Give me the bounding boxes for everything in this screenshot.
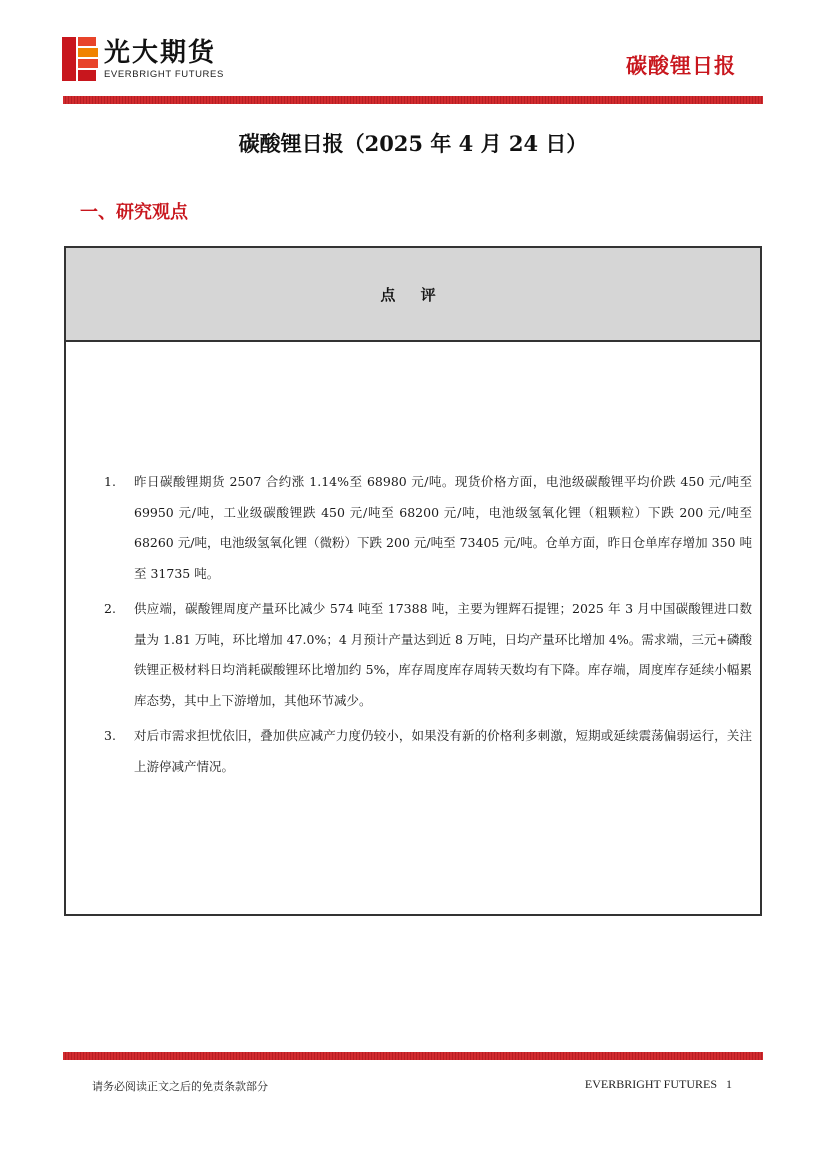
list-item-text: 供应端，碳酸锂周度产量环比减少 574 吨至 17388 吨，主要为锂辉石提锂；2025 年 3 月中国碳酸锂进口数量为 1.81 万吨，环比增加 47.0%；4 月预计产量达到近 8 万吨，日均产量环比增加 4%。需求端，三元+磷酸铁锂正极材料日均消耗碳酸锂环比增加约 5%，库存周度库存周转天数均有下降。库存端，周度库存延续小幅累库态势，其中上下游增加，其他环节减少。	[134, 601, 752, 708]
header-divider	[63, 96, 763, 104]
list-item-number: 1.	[104, 474, 116, 489]
comment-box-title: 点 评	[380, 285, 446, 304]
logo-chinese-name: 光大期货	[104, 37, 217, 68]
list-item	[104, 467, 752, 589]
logo-english-name: EVERBRIGHT FUTURES	[104, 68, 224, 80]
company-logo	[62, 36, 224, 82]
footer-company-name: EVERBRIGHT FUTURES	[584, 1077, 717, 1091]
list-item-number: 3.	[104, 728, 116, 743]
section-heading: 一、研究观点	[80, 202, 188, 223]
list-item-number: 2.	[104, 601, 116, 616]
page-number: 1	[726, 1077, 732, 1091]
list-item	[104, 594, 752, 716]
list-item	[104, 721, 752, 782]
comment-list	[66, 467, 760, 787]
list-item-text: 昨日碳酸锂期货 2507 合约涨 1.14%至 68980 元/吨。现货价格方面，电池级碳酸锂平均价跌 450 元/吨至 69950 元/吨，工业级碳酸锂跌 450 元/吨至 68200 元/吨，电池级氢氧化锂（粗颗粒）下跌 200 元/吨至 68260 元/吨，电池级氢氧化锂（微粉）下跌 200 元/吨至 73405 元/吨。仓单方面，昨日仓单库存增加 350 吨至 31735 吨。	[134, 474, 752, 581]
comment-box	[64, 246, 762, 916]
list-item-text: 对后市需求担忧依旧，叠加供应减产力度仍较小，如果没有新的价格利多刺激，短期或延续震荡偏弱运行，关注上游停减产情况。	[134, 728, 752, 774]
comment-box-header	[66, 248, 760, 342]
footer-disclaimer: 请务必阅读正文之后的免责条款部分	[92, 1080, 268, 1093]
header-report-name: 碳酸锂日报	[626, 54, 736, 78]
footer-company	[585, 1077, 732, 1092]
logo-mark-icon	[62, 37, 98, 81]
footer-divider	[63, 1052, 763, 1060]
document-title: 碳酸锂日报（2025 年 4 月 24 日）	[238, 131, 588, 156]
